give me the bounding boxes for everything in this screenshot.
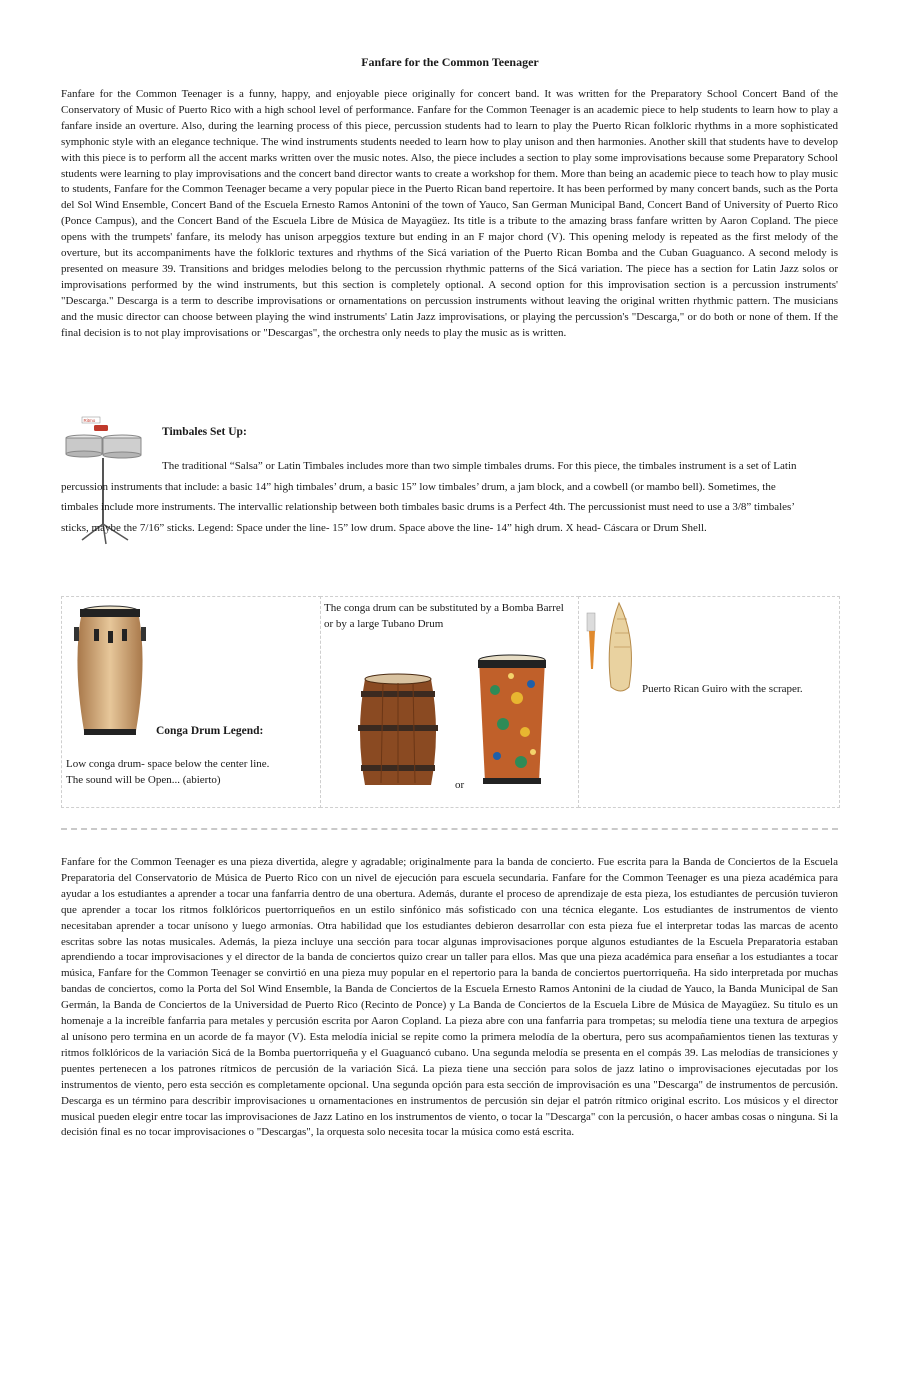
bomba-barrel-image bbox=[357, 673, 439, 791]
substitute-text: The conga drum can be substituted by a Bomba Barrel or by a large Tubano Drum bbox=[324, 602, 564, 630]
section-divider bbox=[61, 828, 838, 830]
english-description: Fanfare for the Common Teenager is a funny, happy, and enjoyable piece originally for concert band. It was written for the Preparatory School Concert Band of the Conservatory of Music of Puerto Rico with a high school level of performance. Fanfare for the Common Teenager is an academic piece to help students to learn how to play a fanfare inside an overture. Also, during the learning process of this piece, percussion students had to learn to play the Puerto Rican folkloric rhythms in a more sophisticated symphonic style with an elegance technique. The wind instruments students needed to learn how to play unison and then harmonies. Another skill that students have to develop with this piece is to perform all the accent marks written over the music notes. Also, the piece includes a section to play some improvisations because some Preparatory School students were learning to play improvisations and the concert band director wants to create a workshop for them. More than being an academic piece to teach how to play music to students, Fanfare for the Common Teenager became a very popular piece in the Puerto Rican band repertoire. It has been performed by many concert bands, such as the Porta del Sol Wind Ensemble, Concert Band of the Escuela Ernesto Ramos Antonini of the town of Yauco, San German Municipal Band, Concert Band of University of Puerto Rico (Ponce Campus), and the Concert Band of the Escuela Libre de Música de Mayagüez. Its title is a tribute to the amazing brass fanfare written by Aaron Copland. The piece opens with the trumpets' fanfare, its melody has unison arpeggios texture but ending in an F major chord (V). This opening melody is repeated as the first melody of the overture, but its accompaniments have the folkloric textures and rhythms of the Sicá variation of the Puerto Rican Bomba and the Cuban Guaguanco. A second melody is presented on measure 39. Transitions and bridges melodies belong to the percussion rhythmic patterns of the Sicá variation. The piece has a section for Latin Jazz solos or improvisations performed by the wind instruments, but this section is completely optional. A second option for this improvisation section is a percussion instruments' "Descarga." Descarga is a term to describe improvisations or ornamentations on percussion instruments without leaving the original written rhythmic pattern. The musicians and the music director can choose between playing the wind instruments' Latin Jazz improvisations, or playing the percussion's "Descarga," or do both or none of them. If the final decision is to not play improvisations or "Descargas", the orchestra only needs to play the music as is written. bbox=[61, 88, 838, 339]
conga-legend-text bbox=[66, 757, 302, 788]
timbales-description: The traditional “Salsa” or Latin Timbales includes more than two simple timbales drums. For this piece, the timbales instrument is a set of Latin percussion instruments that include: a basic 14” high timbales’ drum, a basic 15” low timbales’ drum, a jam block, and a cowbell (or mambo bell). Sometimes, the timbales include more instruments. The intervallic relationship between both timbales basic drums is a Perfect 4th. The percussionist must need to use a 3/8” timbales’ sticks, maybe the 7/16” sticks. Legend: Space under the line- 15” low drum. Space above the line- 14” high drum. X head- Cáscara or Drum Shell. bbox=[61, 460, 797, 534]
substitute-panel bbox=[320, 596, 579, 808]
or-label: or bbox=[455, 779, 465, 791]
timbales-logo-text: Ritmo bbox=[83, 418, 96, 423]
spanish-description: Fanfare for the Common Teenager es una pieza divertida, alegre y agradable; originalmente para la banda de concierto. Fue escrita para la Banda de Conciertos de la Escuela Preparatoria del Conservatorio de Música de Puerto Rico con un nivel de ejecución para escuela secundaria. Fanfare for the Common Teenager es una pieza académica para ayudar a los estudiantes a aprender a tocar una fanfarria dentro de una obertura. Además, durante el proceso de aprendizaje de esta pieza, los estudiantes de percusión tuvieron que aprender a tocar los ritmos folklóricos puertorriqueños en un estilo sinfónico más sofisticado con una técnica elegante. Los estudiantes de instrumentos de viento necesitaban aprender a tocar unísono y luego armonías. Otra habilidad que los estudiantes debieron desarrollar con esta pieza fue el interpretar todas las marcas de acento escritas sobre las notas musicales. Además, la pieza incluye una sección para tocar algunas improvisaciones porque algunos estudiantes de la Escuela Preparatoria estaban aprendiendo a tocar improvisaciones y el director de la banda de conciertos quizo crear un taller para ellos. Mas que una pieza académica para enseñar a los estudiantes a tocar música, Fanfare for the Common Teenager se convirtió en una pieza muy popular en el repertorio para la banda de conciertos puertorriqueña. Ha sido interpretada por muchas bandas de conciertos, como la Porta del Sol Wind Ensemble, la Banda de Conciertos de la Escuela Ernesto Ramos Antonini de la ciudad de Yauco, la Banda Municipal de San Germán, la Banda de Conciertos de la Universidad de Puerto Rico (Recinto de Ponce) y La Banda de Conciertos de la Escuela Libre de Música de Mayagüez. Su titulo es un homenaje a la increíble fanfarria para metales y percusión escrita por Aaron Copland. La pieza abre con una fanfarria para trompetas; su melodía tiene una textura de arpegios al unísono pero termina en un acorde de fa mayor (V). Esta melodía inicial se repite como la primera melodía de la obertura, pero sus acompañamientos tienen las texturas y ritmos folklóricos de la variación Sicá de la Bomba puertorriqueña y el Guaguancó cubano. Una segunda melodía se presenta en el compás 39. Las melodías de transiciones y puentes pertenecen a los patrones rítmicos de percusión de la variación Sicá. La pieza tiene una sección para solos de jazz latino o improvisaciones ejecutadas por los instrumentos de viento, pero esta sección es completamente opcional. Una segunda opción para esta sección de improvisación es una "Descarga" de instrumentos de percusión. Descarga es un término para describir improvisaciones u ornamentaciones en instrumentos de percusión sin dejar el patrón rítmico original escrito. Los músicos y el director musical pueden elegir entre tocar las improvisaciones de Jazz Latino en los instrumentos de viento, o tocar la "Descarga" con la percusión, o hacer ambas cosas o ninguna. Si la decisión final es no tocar improvisaciones o "Descargas", la orquesta solo necesita tocar la música como está escrita. bbox=[61, 856, 838, 1139]
tubano-drum-image bbox=[473, 652, 551, 787]
guiro-panel bbox=[578, 596, 840, 808]
conga-drum-image bbox=[70, 601, 150, 741]
conga-heading: Conga Drum Legend: bbox=[156, 725, 264, 737]
conga-panel bbox=[61, 596, 321, 808]
document-title: Fanfare for the Common Teenager bbox=[361, 55, 539, 69]
timbales-heading: Timbales Set Up: bbox=[162, 426, 247, 438]
conga-legend-line-2: The sound will be Open... (abierto) bbox=[66, 773, 221, 786]
conga-legend-line-1: Low conga drum- space below the center line. bbox=[66, 758, 270, 770]
guiro-caption: Puerto Rican Guiro with the scraper. bbox=[642, 683, 803, 695]
